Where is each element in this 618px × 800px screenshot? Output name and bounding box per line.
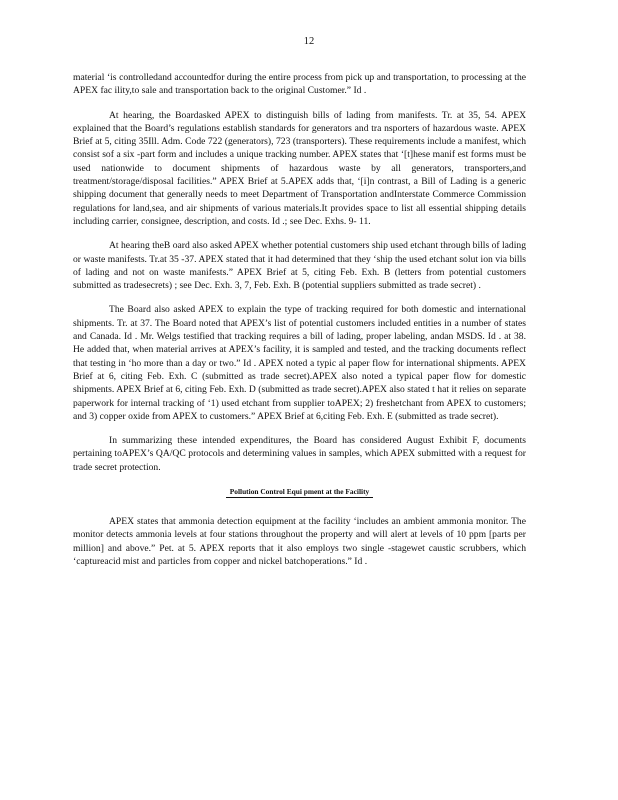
paragraph-6: APEX states that ammonia detection equipment at the facility ‘includes an ambient ammonia monitor. The monitor detects ammonia levels at four stations throughout the property and will alert at levels of 10 ppm [parts per million] and above.” Pet. at 5. APEX reports that it also employs two single -stagewet caustic scrubbers, which ‘captureacid mist and particles from copper and nickel batchoperations.” Id .	[73, 516, 526, 567]
section-heading-text: Pollution Control Equi pment at the Facility	[226, 487, 373, 498]
paragraph-1: material ‘is controlledand accountedfor during the entire process from pick up and transportation, to processing at the APEX fac ility,to sale and transportation back to the original Customer.” Id .	[73, 72, 526, 97]
section-heading	[73, 487, 526, 498]
paragraph-2: At hearing, the Boardasked APEX to distinguish bills of lading from manifests. Tr. at 35, 54. APEX explained that the Board’s regulations establish standards for generators and tra nsporters of hazardous waste. APEX Brief at 5, citing 35Ill. Adm. Code 722 (generators), 723 (transporters). These requirements include a manifest, which consist sof a six -part form and includes a unique tracking number. APEX states that ‘[t]hese manif est forms must be used nationwide to document shipments of hazardous waste by all generators, transporters,and treatment/storage/disposal facilities.” APEX Brief at 5.APEX adds that, ‘[i]n contrast, a Bill of Lading is a generic shipping document that generally needs to meet Department of Transportation andInterstate Commerce Commission regulations for land,sea, and air shipments of various materials.It provides space to list all essential shipping details including carrier, consignee, description, and costs. Id .; see Dec. Exhs. 9- 11.	[73, 109, 526, 227]
paragraph-3: At hearing theB oard also asked APEX whether potential customers ship used etchant through bills of lading or waste manifests. Tr.at 35 -37. APEX stated that it had determined that they ‘ship the used etchant solut ion via bills of lading and not on waste manifests.” APEX Brief at 5, citing Feb. Exh. B (letters from potential customers submitted as tradesecrets) ; see Dec. Exh. 3, 7, Feb. Exh. B (potential suppliers submitted as trade secret) .	[73, 240, 526, 292]
document-body	[73, 71, 526, 579]
paragraph-5: In summarizing these intended expenditures, the Board has considered August Exhibit F, documents pertaining toAPEX’s QA/QC protocols and determining values in samples, which APEX submitted with a request for trade secret protection.	[73, 435, 526, 473]
page-number: 12	[303, 36, 315, 47]
paragraph-4: The Board also asked APEX to explain the type of tracking required for both domestic and international shipments. Tr. at 37. The Board noted that APEX’s list of potential customers included entities in a number of states and Canada. Id . Mr. Welgs testified that tracking requires a bill of lading, proper labeling, andan MSDS. Id . at 38. He added that, when material arrives at APEX’s facility, it is sampled and tested, and the tracking documents reflect that testing in ‘ho more than a day or two.” Id . APEX noted a typic al paper flow for international shipments. APEX Brief at 6, citing Feb. Exh. C (submitted as trade secret).APEX also noted a typical paper flow for domestic shipments. APEX Brief at 6, citing Feb. Exh. D (submitted as trade secret).APEX also stated t hat it relies on separate paperwork for internal tracking of ‘1) used etchant from supplier toAPEX; 2) freshetchant from APEX to customers; and 3) copper oxide from APEX to customers.” APEX Brief at 6,citing Feb. Exh. E (submitted as trade secret).	[73, 304, 526, 422]
